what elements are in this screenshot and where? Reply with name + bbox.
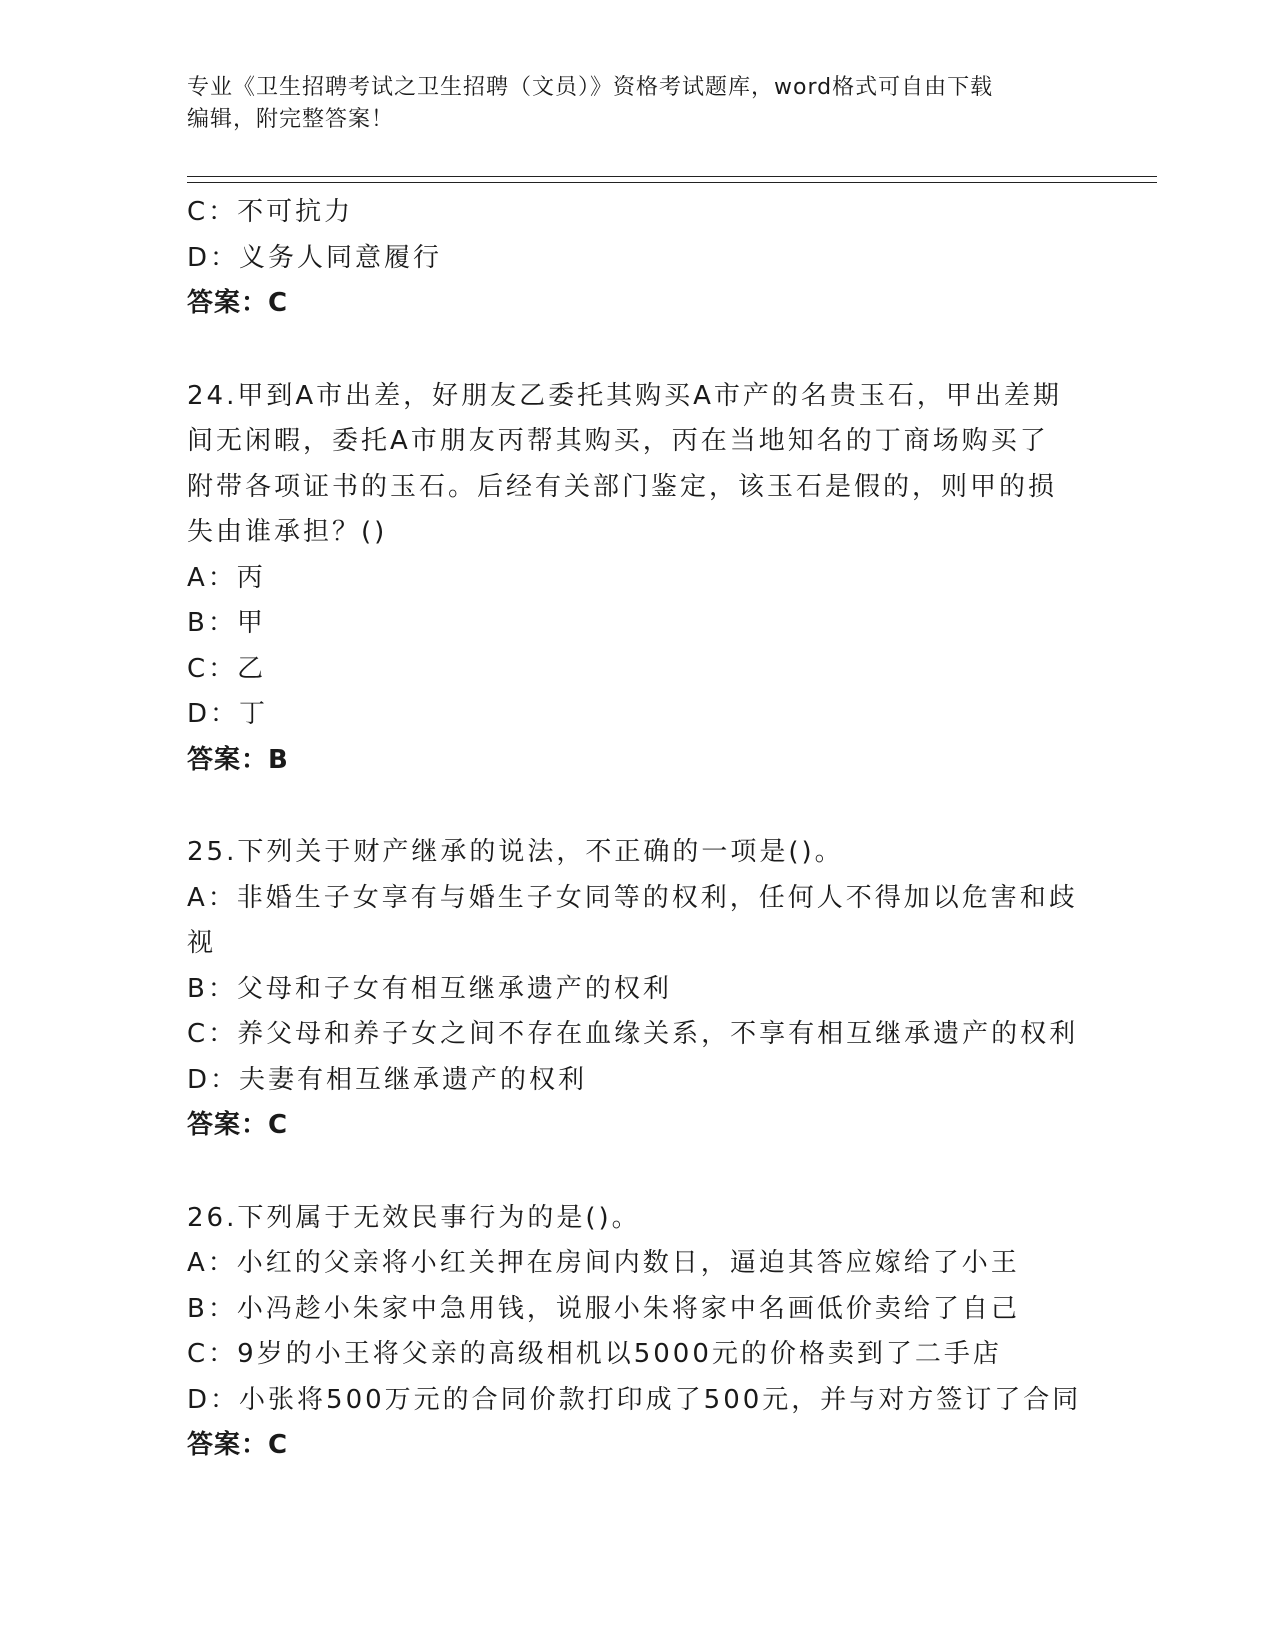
header-line-2: 编辑，附完整答案！ (187, 107, 395, 132)
q25-stem: 25.下列关于财产继承的说法，不正确的一项是()。 (187, 837, 844, 867)
spacer (187, 327, 1087, 374)
q23-answer: 答案：C (187, 288, 289, 318)
q25-option-a-line-2: 视 (187, 928, 217, 958)
header-line-1: 专业《卫生招聘考试之卫生招聘（文员）》资格考试题库，word格式可自由下载 (187, 75, 994, 100)
q25-option-c: C：养父母和养子女之间不存在血缘关系，不享有相互继承遗产的权利 (187, 1019, 1079, 1049)
q26-answer: 答案：C (187, 1430, 289, 1460)
q25-option-d: D：夫妻有相互继承遗产的权利 (187, 1064, 588, 1095)
spacer (187, 1149, 1087, 1196)
document-header (187, 72, 1067, 136)
q25-option-b: B：父母和子女有相互继承遗产的权利 (187, 973, 672, 1004)
q24-stem-line-1: 24.甲到A市出差，好朋友乙委托其购买A市产的名贵玉石，甲出差期 (187, 380, 1062, 411)
q25-answer: 答案：C (187, 1110, 289, 1140)
spacer (187, 783, 1087, 830)
question-content (187, 190, 1087, 1469)
q26-option-b: B：小冯趁小朱家中急用钱，说服小朱将家中名画低价卖给了自己 (187, 1293, 1020, 1324)
q24-option-c: C：乙 (187, 653, 267, 684)
q26-option-a: A：小红的父亲将小红关押在房间内数日，逼迫其答应嫁给了小王 (187, 1248, 1020, 1278)
q24-option-d: D：丁 (187, 699, 269, 729)
q24-answer: 答案：B (187, 744, 289, 775)
header-divider-top (187, 176, 1157, 177)
q24-option-a: A：丙 (187, 562, 266, 593)
q23-option-c: C：不可抗力 (187, 197, 354, 227)
q26-option-d: D：小张将500万元的合同价款打印成了500元，并与对方签订了合同 (187, 1384, 1082, 1415)
q23-option-d: D：义务人同意履行 (187, 242, 443, 273)
q25-option-a-line-1: A：非婚生子女享有与婚生子女同等的权利，任何人不得加以危害和歧 (187, 882, 1078, 913)
q24-stem-line-4: 失由谁承担？() (187, 517, 388, 547)
header-divider-bottom (187, 182, 1157, 183)
q26-stem: 26.下列属于无效民事行为的是()。 (187, 1202, 641, 1233)
q24-option-b: B：甲 (187, 608, 266, 638)
q26-option-c: C：9岁的小王将父亲的高级相机以5000元的价格卖到了二手店 (187, 1339, 1002, 1369)
q24-stem-line-3: 附带各项证书的玉石。后经有关部门鉴定，该玉石是假的，则甲的损 (187, 471, 1058, 502)
q24-stem-line-2: 间无闲暇，委托A市朋友丙帮其购买，丙在当地知名的丁商场购买了 (187, 426, 1049, 456)
